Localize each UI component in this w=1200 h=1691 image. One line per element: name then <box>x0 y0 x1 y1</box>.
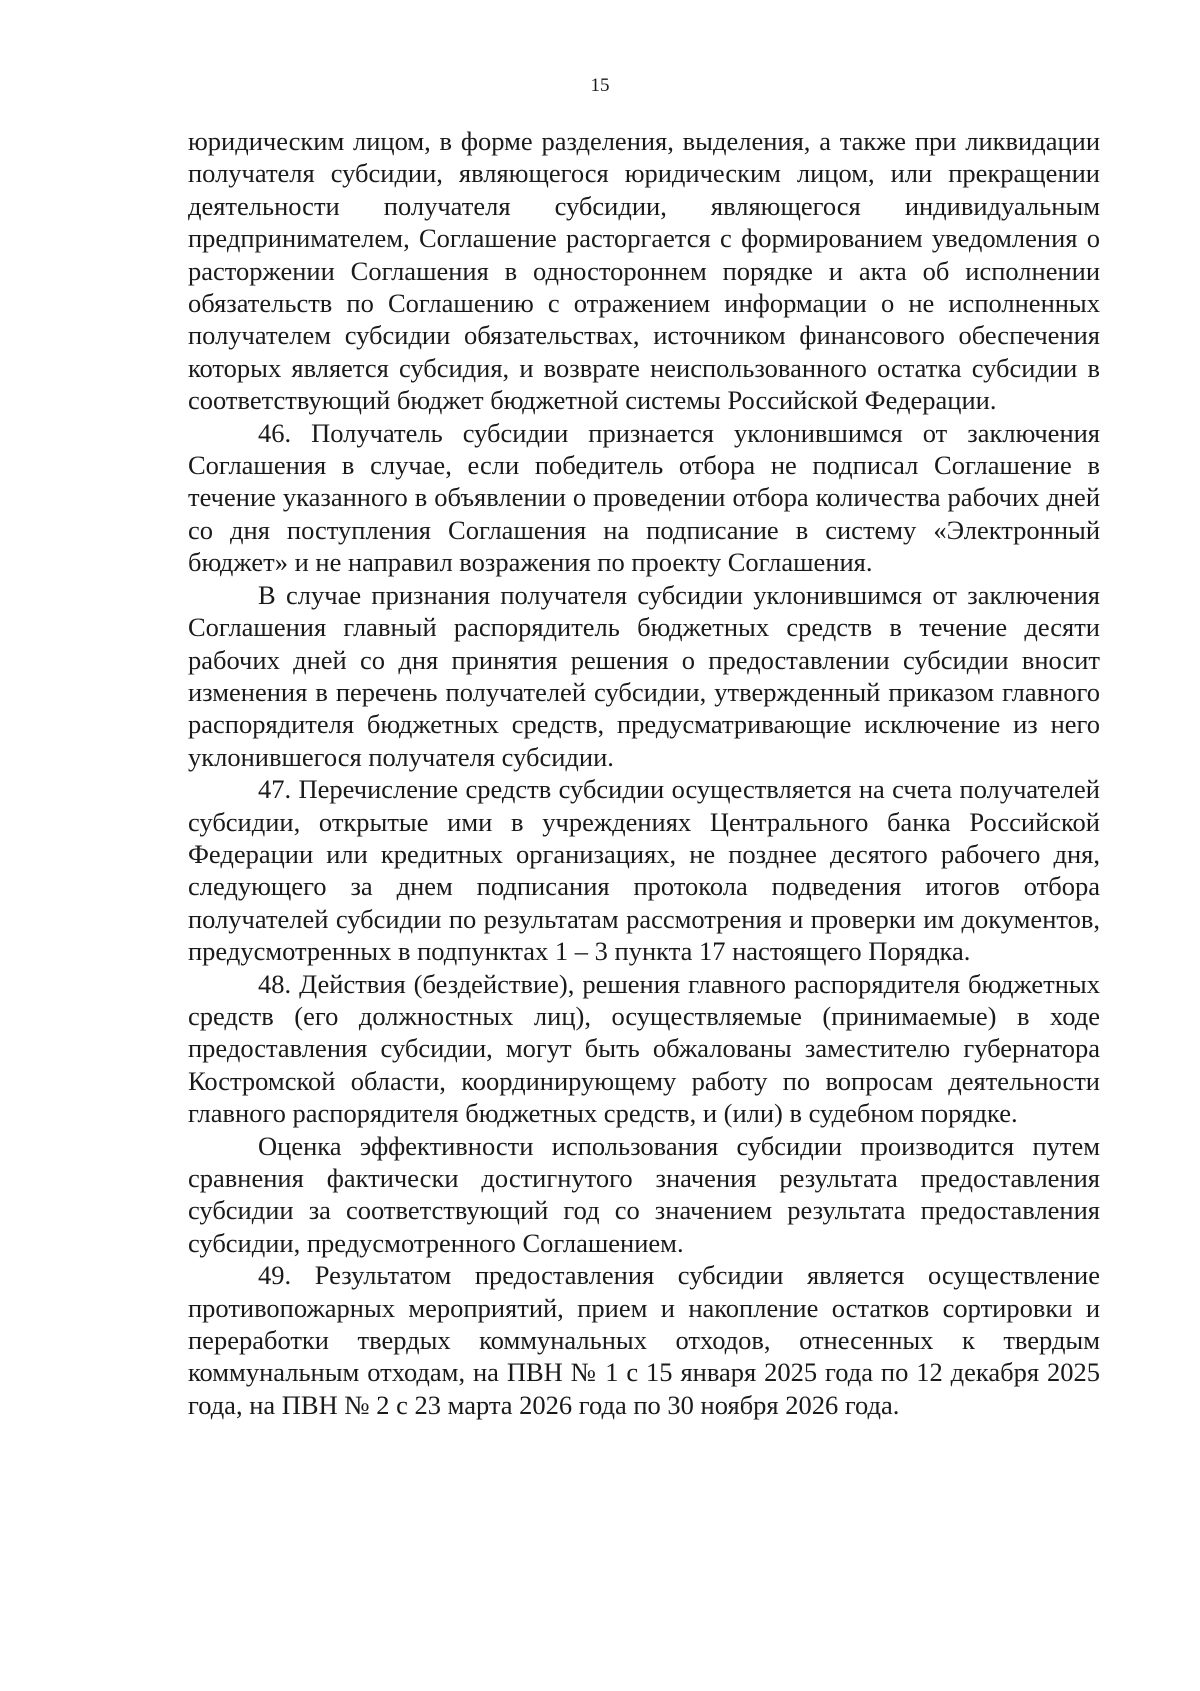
paragraph-48: 48. Действия (бездействие), решения главного распорядителя бюджетных средств (его должностных лиц), осуществляемые (принимаемые) в ходе предоставления субсидии, могут быть обжалованы заместителю губернатора Костромской области, координирующему работу по вопросам деятельности главного распорядителя бюджетных средств, и (или) в судебном порядке. <box>188 968 1100 1129</box>
paragraph-47: 47. Перечисление средств субсидии осуществляется на счета получателей субсидии, открытые ими в учреждениях Центрального банка Российской Федерации или кредитных организациях, не позднее десятого рабочего дня, следующего за днем подписания протокола подведения итогов отбора получателей субсидии по результатам рассмотрения и проверки им документов, предусмотренных в подпунктах 1 – 3 пункта 17 настоящего Порядка. <box>188 774 1100 967</box>
paragraph-46-evasion: В случае признания получателя субсидии уклонившимся от заключения Соглашения главный распорядитель бюджетных средств в течение десяти рабочих дней со дня принятия решения о предоставлении субсидии вносит изменения в перечень получателей субсидии, утвержденный приказом главного распорядителя бюджетных средств, предусматривающие исключение из него уклонившегося получателя субсидии. <box>188 579 1100 772</box>
paragraph-46: 46. Получатель субсидии признается уклонившимся от заключения Соглашения в случае, если победитель отбора не подписал Соглашение в течение указанного в объявлении о проведении отбора количества рабочих дней со дня поступления Соглашения на подписание в систему «Электронный бюджет» и не направил возражения по проекту Соглашения. <box>188 417 1100 578</box>
paragraph-continuation: юридическим лицом, в форме разделения, выделения, а также при ликвидации получателя субсидии, являющегося юридическим лицом, или прекращении деятельности получателя субсидии, являющегося индивидуальным предпринимателем, Соглашение расторгается с формированием уведомления о расторжении Соглашения в одностороннем порядке и акта об исполнении обязательств по Соглашению с отражением информации о не исполненных получателем субсидии обязательствах, источником финансового обеспечения которых является субсидия, и возврате неиспользованного остатка субсидии в соответствующий бюджет бюджетной системы Российской Федерации. <box>188 126 1100 416</box>
document-body <box>188 125 1100 1421</box>
page-number: 15 <box>590 75 610 96</box>
paragraph-49: 49. Результатом предоставления субсидии является осуществление противопожарных мероприятий, прием и накопление остатков сортировки и переработки твердых коммунальных отходов, отнесенных к твердым коммунальным отходам, на ПВН № 1 с 15 января 2025 года по 12 декабря 2025 года, на ПВН № 2 с 23 марта 2026 года по 30 ноября 2026 года. <box>188 1260 1100 1420</box>
paragraph-48-evaluation: Оценка эффективности использования субсидии производится путем сравнения фактически достигнутого значения результата предоставления субсидии за соответствующий год со значением результата предоставления субсидии, предусмотренного Соглашением. <box>188 1130 1100 1258</box>
